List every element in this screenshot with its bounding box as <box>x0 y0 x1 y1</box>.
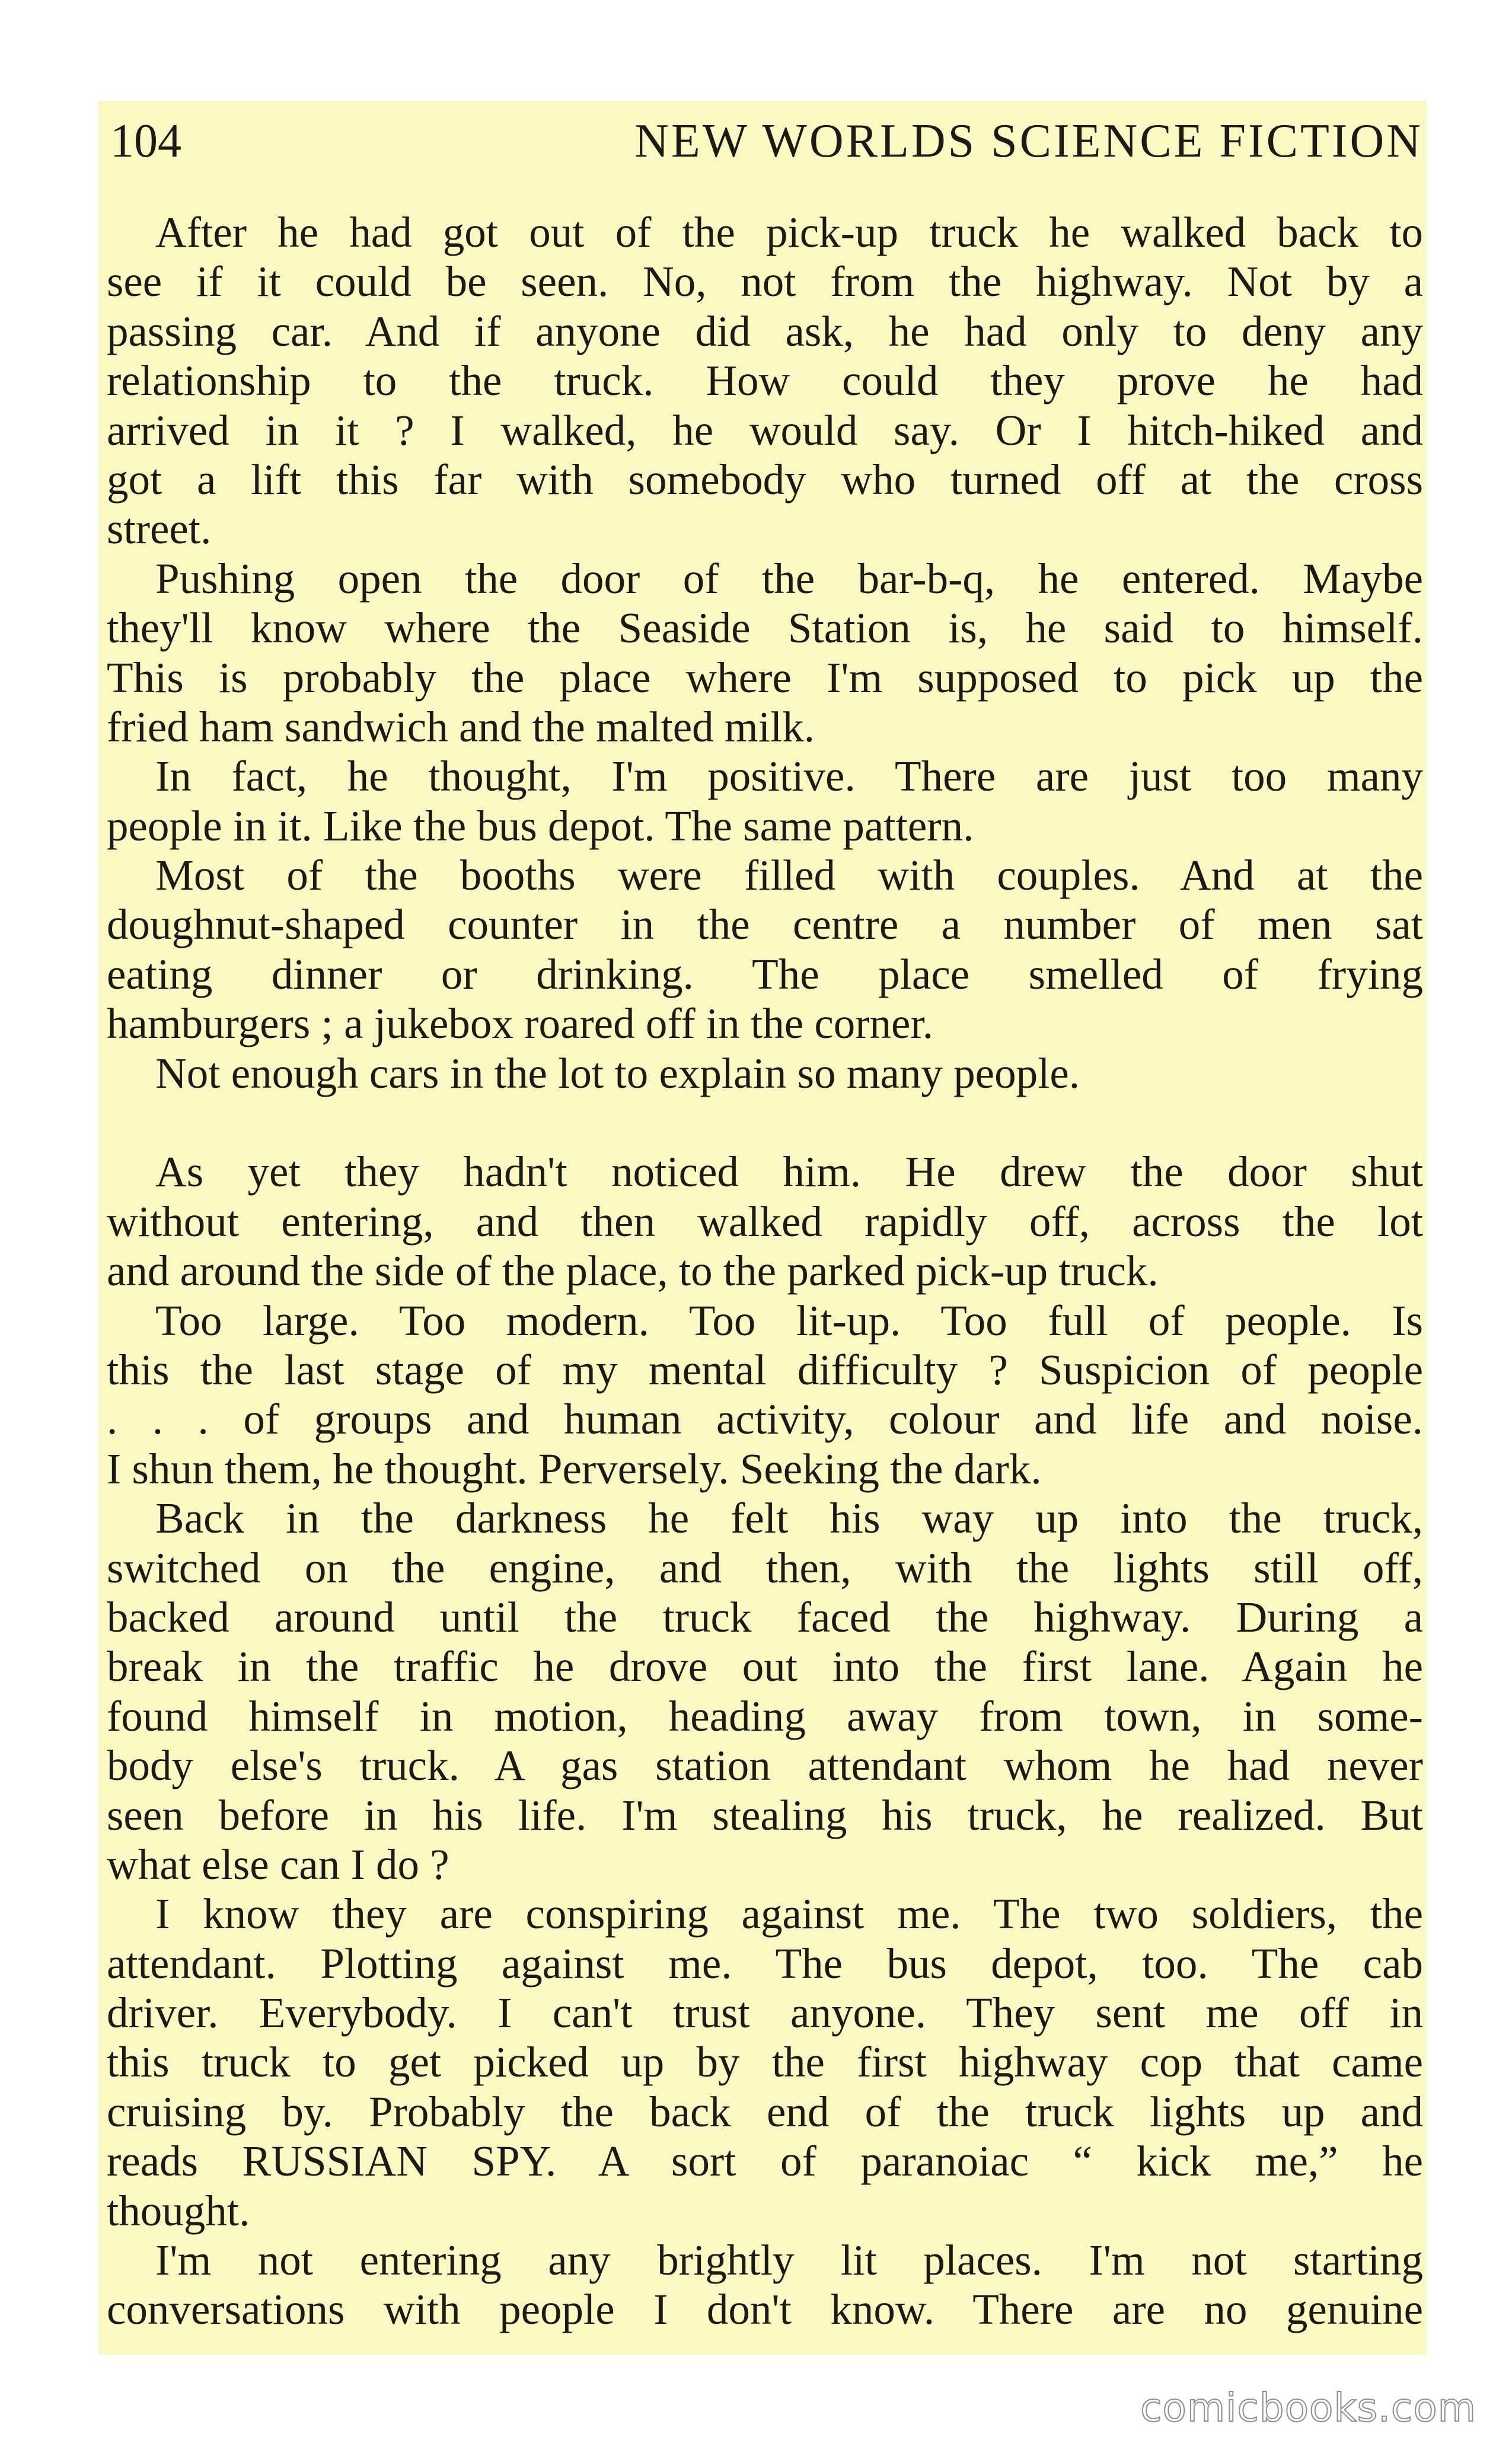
paragraph <box>107 751 1423 851</box>
magazine-title: NEW WORLDS SCIENCE FICTION <box>634 115 1423 167</box>
text-line: attendant. Plotting against me. The bus depot, too. The cab <box>107 1939 1423 1988</box>
text-line: seen before in his life. I'm stealing his truck, he realized. But <box>107 1791 1423 1839</box>
paragraph <box>107 2235 1423 2334</box>
text-line: reads RUSSIAN SPY. A sort of paranoiac “ kick me,” he <box>107 2137 1423 2186</box>
text-line: As yet they hadn't noticed him. He drew the door shut <box>155 1148 1423 1196</box>
paragraph <box>107 851 1423 1049</box>
text-line: without entering, and then walked rapidly off, across the lot <box>107 1197 1423 1246</box>
text-line: fried ham sandwich and the malted milk. <box>107 702 815 751</box>
story-text <box>107 208 1423 2334</box>
text-line: break in the traffic he drove out into the first lane. Again he <box>107 1642 1423 1691</box>
text-line: people in it. Like the bus depot. The same pattern. <box>107 801 974 850</box>
text-line: I know they are conspiring against me. The two soldiers, the <box>155 1890 1423 1938</box>
text-line: Not enough cars in the lot to explain so many people. <box>155 1049 1080 1097</box>
text-line: got a lift this far with somebody who turned off at the cross <box>107 455 1423 504</box>
text-line: arrived in it ? I walked, he would say. Or I hitch-hiked and <box>107 406 1423 454</box>
page-number: 104 <box>110 115 181 167</box>
text-line: eating dinner or drinking. The place smelled of frying <box>107 950 1423 998</box>
text-line: and around the side of the place, to the parked pick-up truck. <box>107 1247 1159 1295</box>
text-line: relationship to the truck. How could they prove he had <box>107 356 1423 405</box>
text-line: switched on the engine, and then, with the lights still off, <box>107 1543 1423 1592</box>
text-line: see if it could be seen. No, not from the highway. Not by a <box>107 257 1423 306</box>
text-line: hamburgers ; a jukebox roared off in the corner. <box>107 999 933 1048</box>
text-line: thought. <box>107 2186 250 2235</box>
text-line: This is probably the place where I'm supposed to pick up the <box>107 653 1423 702</box>
text-line: passing car. And if anyone did ask, he had only to deny any <box>107 307 1423 355</box>
text-line: body else's truck. A gas station attendant whom he had never <box>107 1741 1423 1790</box>
text-line: what else can I do ? <box>107 1840 449 1888</box>
paragraph <box>107 554 1423 752</box>
text-line: cruising by. Probably the back end of the truck lights up and <box>107 2087 1423 2136</box>
text-line: Pushing open the door of the bar-b-q, he entered. Maybe <box>155 554 1423 603</box>
paragraph <box>107 1049 1423 1098</box>
text-line: they'll know where the Seaside Station is, he said to himself. <box>107 604 1423 652</box>
text-line: this truck to get picked up by the first highway cop that came <box>107 2038 1423 2087</box>
text-line: found himself in motion, heading away from town, in some- <box>107 1692 1423 1740</box>
page-panel <box>98 101 1427 2355</box>
text-line: Too large. Too modern. Too lit-up. Too full of people. Is <box>155 1296 1423 1345</box>
paragraph <box>107 1493 1423 1889</box>
paragraph <box>107 1296 1423 1494</box>
paragraph <box>107 208 1423 554</box>
text-line: street. <box>107 505 212 553</box>
text-line: I shun them, he thought. Perversely. Seeking the dark. <box>107 1444 1042 1493</box>
text-line: Back in the darkness he felt his way up into the truck, <box>155 1494 1423 1543</box>
paragraph <box>107 1147 1423 1295</box>
text-line: driver. Everybody. I can't trust anyone. They sent me off in <box>107 1989 1423 2037</box>
text-line: conversations with people I don't know. There are no genuine <box>107 2285 1423 2334</box>
watermark-logo: comicbooks.com <box>1140 2385 1476 2431</box>
section-break <box>107 1098 1423 1147</box>
running-head <box>110 112 1423 171</box>
text-line: Most of the booths were filled with couples. And at the <box>155 851 1423 900</box>
paragraph <box>107 1889 1423 2235</box>
text-line: doughnut-shaped counter in the centre a number of men sat <box>107 900 1423 949</box>
text-line: After he had got out of the pick-up truck he walked back to <box>155 208 1423 256</box>
text-line: backed around until the truck faced the highway. During a <box>107 1593 1423 1641</box>
text-line: I'm not entering any brightly lit places. I'm not starting <box>155 2236 1423 2285</box>
text-line: this the last stage of my mental difficulty ? Suspicion of people <box>107 1345 1423 1394</box>
text-line: In fact, he thought, I'm positive. There are just too many <box>155 752 1423 801</box>
text-line: . . . of groups and human activity, colour and life and noise. <box>107 1395 1423 1444</box>
